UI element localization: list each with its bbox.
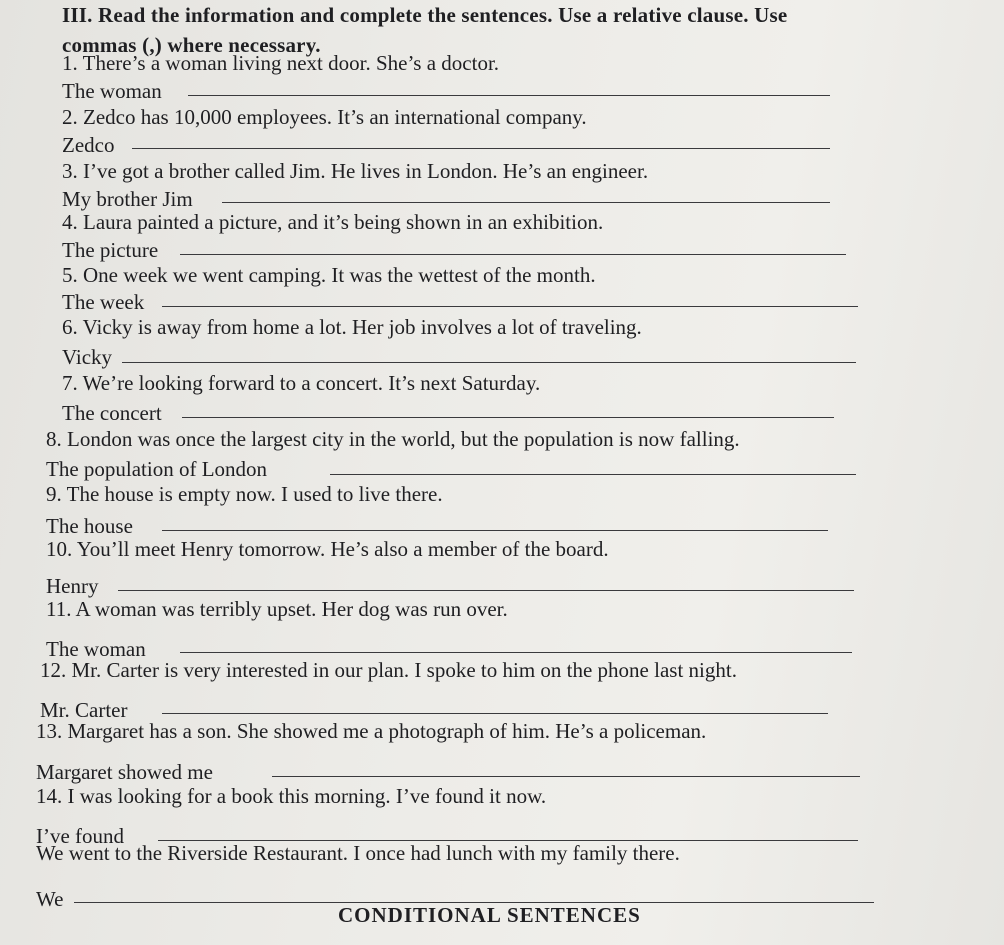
exercise-4-sentence: 4. Laura painted a picture, and it’s being shown in an exhibition. <box>62 210 604 234</box>
exercise-2-prompt: Zedco <box>62 133 115 157</box>
exercise-7-answer-blank[interactable] <box>182 417 834 418</box>
exercise-15-sentence: We went to the Riverside Restaurant. I once had lunch with my family there. <box>36 841 680 865</box>
exercise-11-answer-blank[interactable] <box>180 652 852 653</box>
exercise-3-prompt: My brother Jim <box>62 187 193 211</box>
exercise-4-answer-blank[interactable] <box>180 254 846 255</box>
exercise-1-answer-blank[interactable] <box>188 95 830 96</box>
exercise-9-prompt: The house <box>46 514 133 538</box>
exercise-9-answer-blank[interactable] <box>162 530 828 531</box>
exercise-11-sentence: 11. A woman was terribly upset. Her dog was run over. <box>46 597 508 621</box>
exercise-14-sentence: 14. I was looking for a book this morning. I’ve found it now. <box>36 784 547 808</box>
exercise-10-answer-blank[interactable] <box>118 590 854 591</box>
exercise-6-prompt: Vicky <box>62 345 113 369</box>
exercise-5-answer-blank[interactable] <box>162 306 858 307</box>
exercise-4-prompt: The picture <box>62 238 159 262</box>
exercise-12-prompt: Mr. Carter <box>40 698 128 722</box>
exercise-5-prompt: The week <box>62 290 145 314</box>
exercise-8-answer-blank[interactable] <box>330 474 856 475</box>
exercise-14-prompt: I’ve found <box>36 824 125 848</box>
exercise-6-answer-blank[interactable] <box>122 362 856 363</box>
exercise-1-prompt: The woman <box>62 79 162 103</box>
exercise-9-sentence: 9. The house is empty now. I used to live there. <box>46 482 443 506</box>
section-title-conditional: CONDITIONAL SENTENCES <box>338 903 641 927</box>
exercise-13-prompt: Margaret showed me <box>36 760 213 784</box>
exercise-2-answer-blank[interactable] <box>132 148 830 149</box>
exercise-10-prompt: Henry <box>46 574 99 598</box>
exercise-8-sentence: 8. London was once the largest city in the world, but the population is now falling. <box>46 427 740 451</box>
exercise-12-sentence: 12. Mr. Carter is very interested in our plan. I spoke to him on the phone last night. <box>40 658 737 682</box>
exercise-7-prompt: The concert <box>62 401 162 425</box>
exercise-8-prompt: The population of London <box>46 457 268 481</box>
exercise-5-sentence: 5. One week we went camping. It was the wettest of the month. <box>62 263 596 287</box>
exercise-7-sentence: 7. We’re looking forward to a concert. It’s next Saturday. <box>62 371 541 395</box>
exercise-13-sentence: 13. Margaret has a son. She showed me a photograph of him. He’s a policeman. <box>36 719 707 743</box>
exercise-6-sentence: 6. Vicky is away from home a lot. Her job involves a lot of traveling. <box>62 315 642 339</box>
instructions-line-1: III. Read the information and complete the sentences. Use a relative clause. Use <box>62 3 788 27</box>
exercise-10-sentence: 10. You’ll meet Henry tomorrow. He’s also a member of the board. <box>46 537 609 561</box>
exercise-12-answer-blank[interactable] <box>162 713 828 714</box>
exercise-2-sentence: 2. Zedco has 10,000 employees. It’s an international company. <box>62 105 587 129</box>
exercise-13-answer-blank[interactable] <box>272 776 860 777</box>
exercise-3-answer-blank[interactable] <box>222 202 830 203</box>
exercise-15-prompt: We <box>36 887 64 911</box>
exercise-11-prompt: The woman <box>46 637 146 661</box>
exercise-1-sentence: 1. There’s a woman living next door. She’s a doctor. <box>62 51 500 75</box>
exercise-3-sentence: 3. I’ve got a brother called Jim. He lives in London. He’s an engineer. <box>62 159 649 183</box>
instructions-line-2: commas (,) where necessary. <box>62 33 321 57</box>
